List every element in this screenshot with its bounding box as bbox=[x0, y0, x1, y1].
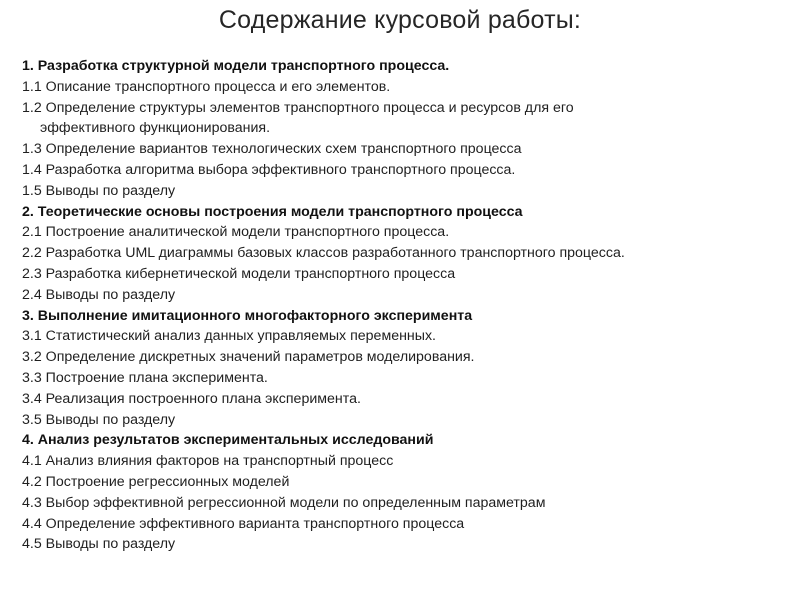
toc-item-3-3: 3.3 Построение плана эксперимента. bbox=[22, 369, 268, 386]
toc-item-3-5: 3.5 Выводы по разделу bbox=[22, 411, 176, 428]
toc-item-1-2: 1.2 Определение структуры элементов транспортного процесса и ресурсов для его bbox=[22, 99, 574, 116]
toc-section-2: 2. Теоретические основы построения модели транспортного процесса bbox=[22, 203, 523, 220]
table-of-contents bbox=[22, 56, 792, 555]
toc-item-1-1: 1.1 Описание транспортного процесса и его элементов. bbox=[22, 78, 391, 95]
toc-item-3-4: 3.4 Реализация построенного плана эксперимента. bbox=[22, 390, 361, 407]
toc-item-1-5: 1.5 Выводы по разделу bbox=[22, 182, 176, 199]
toc-item-1-4: 1.4 Разработка алгоритма выбора эффективного транспортного процесса. bbox=[22, 161, 516, 178]
toc-item-3-2: 3.2 Определение дискретных значений параметров моделирования. bbox=[22, 349, 475, 366]
toc-item-1-3: 1.3 Определение вариантов технологических схем транспортного процесса bbox=[22, 141, 522, 158]
toc-item-4-5: 4.5 Выводы по разделу bbox=[22, 536, 176, 553]
toc-item-2-2: 2.2 Разработка UML диаграммы базовых классов разработанного транспортного процесса. bbox=[22, 245, 625, 262]
toc-section-1: 1. Разработка структурной модели транспортного процесса. bbox=[22, 58, 450, 74]
toc-section-4: 4. Анализ результатов экспериментальных исследований bbox=[22, 432, 434, 449]
toc-item-2-1: 2.1 Построение аналитической модели транспортного процесса. bbox=[22, 224, 450, 241]
toc-item-3-1: 3.1 Статистический анализ данных управляемых переменных. bbox=[22, 328, 436, 345]
toc-section-3: 3. Выполнение имитационного многофакторного эксперимента bbox=[22, 307, 473, 324]
toc-item-4-3: 4.3 Выбор эффективной регрессионной модели по определенным параметрам bbox=[22, 494, 546, 511]
toc-item-2-4: 2.4 Выводы по разделу bbox=[22, 286, 176, 303]
page-title: Содержание курсовой работы: bbox=[218, 6, 582, 34]
toc-item-4-1: 4.1 Анализ влияния факторов на транспортный процесс bbox=[22, 453, 394, 470]
toc-item-4-4: 4.4 Определение эффективного варианта транспортного процесса bbox=[22, 515, 465, 532]
toc-item-1-2-continuation: эффективного функционирования. bbox=[40, 120, 271, 137]
toc-item-2-3: 2.3 Разработка кибернетической модели транспортного процесса bbox=[22, 265, 456, 282]
toc-item-4-2: 4.2 Построение регрессионных моделей bbox=[22, 473, 290, 490]
